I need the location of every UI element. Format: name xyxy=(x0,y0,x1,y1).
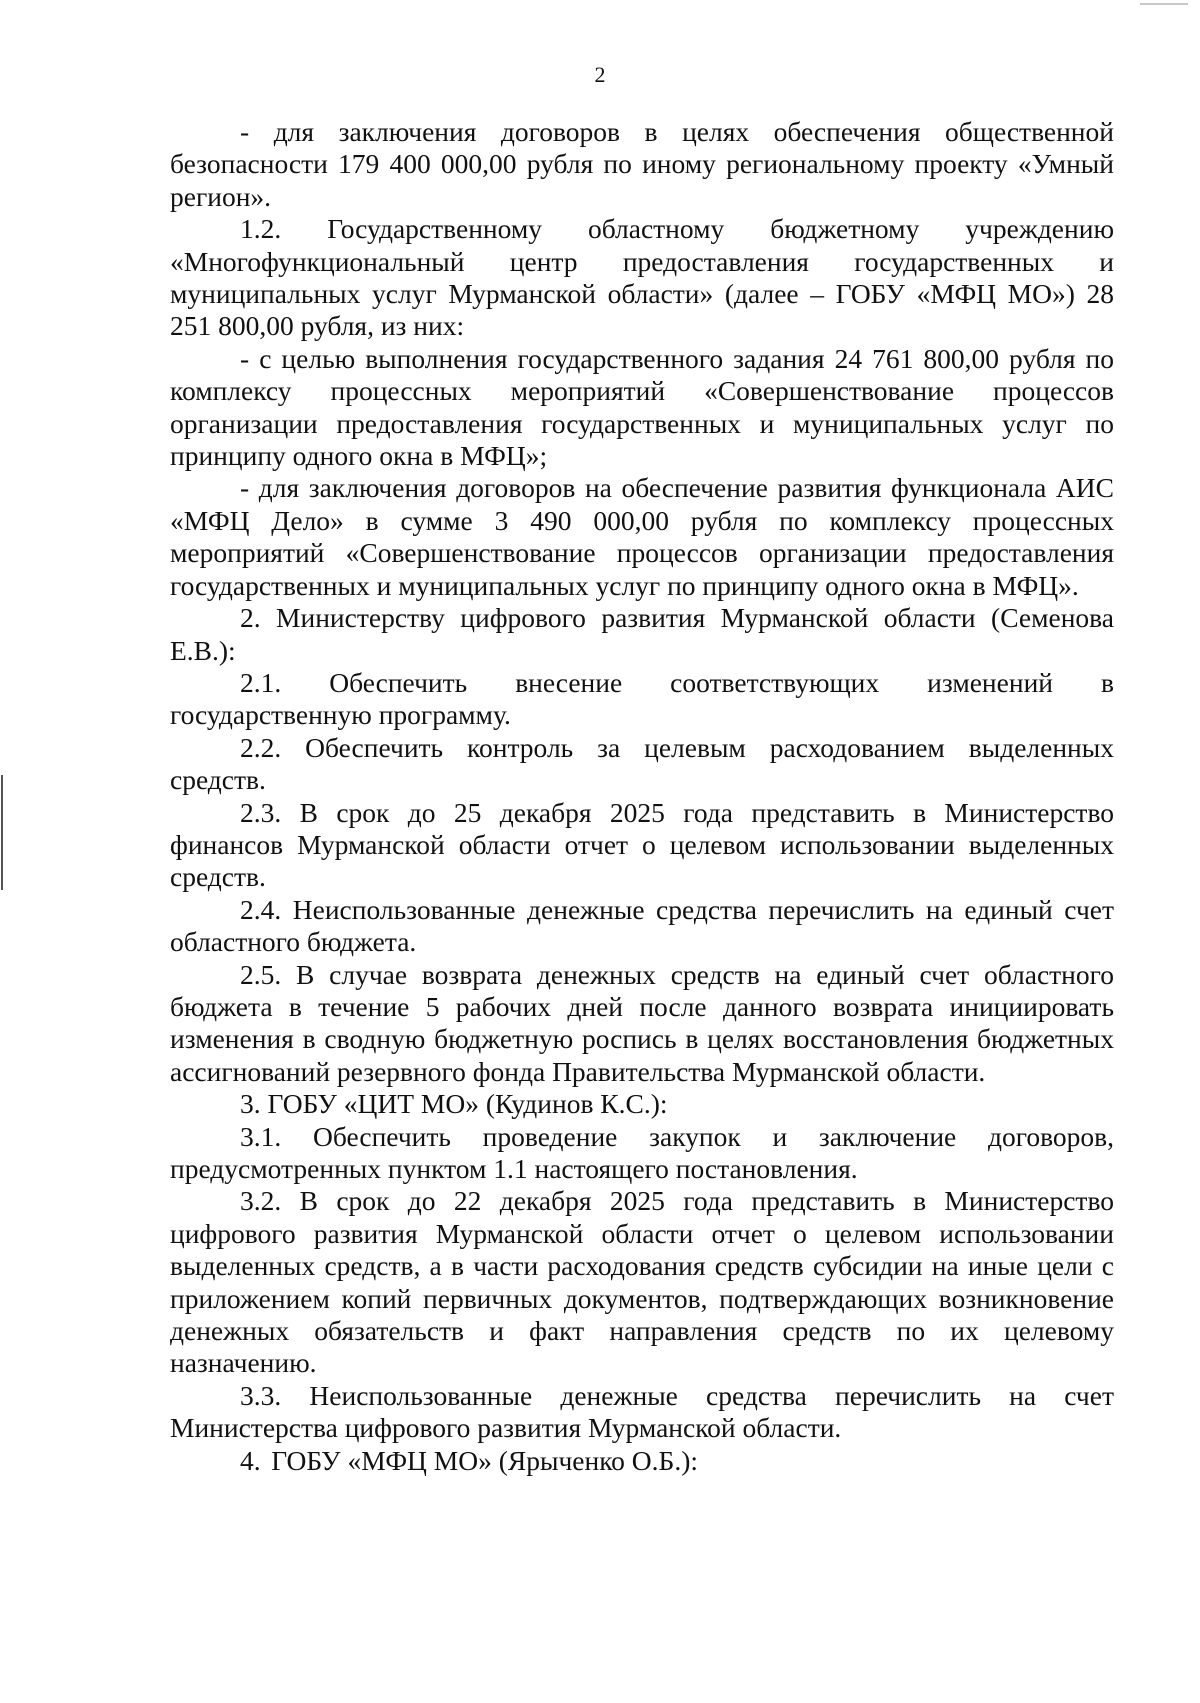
paragraph-public-safety-contracts: - для заключения договоров в целях обеспечения общественной безопасности 179 400 000,00 рубля по иному региональному проекту «Умный регион». xyxy=(170,116,1114,212)
paragraph-state-task: - с целью выполнения государственного задания 24 761 800,00 рубля по комплексу процессных мероприятий «Совершенствование процессов организации предоставления государственных и муниципальных услуг по принципу одного окна в МФЦ»; xyxy=(170,342,1114,472)
paragraph-1-2-mfc-funding: 1.2. Государственному областному бюджетному учреждению «Многофункциональный центр предоставления государственных и муниципальных услуг Мурманской области» (далее – ГОБУ «МФЦ МО») 28 251 800,00 рубля, из них: xyxy=(170,213,1114,342)
paragraph-2-5: 2.5. В случае возврата денежных средств на единый счет областного бюджета в течение 5 рабочих дней после данного возврата инициировать изменения в сводную бюджетную роспись в целях восстановления бюджетных ассигнований резервного фонда Правительства Мурманской области. xyxy=(170,958,1114,1087)
paragraph-3-3: 3.3. Неиспользованные денежные средства перечислить на счет Министерства цифрового развития Мурманской области. xyxy=(170,1379,1114,1444)
paragraph-3-cit: 3. ГОБУ «ЦИТ МО» (Кудинов К.С.): xyxy=(240,1088,668,1120)
item-4-text: ГОБУ «МФЦ МО» (Ярыченко О.Б.): xyxy=(271,1444,698,1476)
page-number: 2 xyxy=(594,62,606,87)
paragraph-2-1: 2.1. Обеспечить внесение соответствующих изменений в государственную программу. xyxy=(170,666,1114,731)
scan-corner-mark xyxy=(1140,3,1188,5)
paragraph-3-1: 3.1. Обеспечить проведение закупок и заключение договоров, предусмотренных пунктом 1.1 настоящего постановления. xyxy=(170,1120,1114,1184)
document-body xyxy=(170,116,1114,1477)
paragraph-2-ministry: 2. Министерству цифрового развития Мурманской области (Семенова Е.В.): xyxy=(170,602,1114,666)
scan-edge-mark xyxy=(1,775,3,890)
paragraph-ais-contracts: - для заключения договоров на обеспечение развития функционала АИС «МФЦ Дело» в сумме 3 490 000,00 рубля по комплексу процессных мероприятий «Совершенствование процессов организации предоставления государственных и муниципальных услуг по принципу одного окна в МФЦ». xyxy=(170,472,1114,601)
item-4-number: 4. xyxy=(240,1444,261,1476)
paragraph-4-mfc xyxy=(170,1445,1114,1477)
paragraph-3-2: 3.2. В срок до 22 декабря 2025 года представить в Министерство цифрового развития Мурманской области отчет о целевом использовании выделенных средств, а в части расходования средств субсидии на иные цели с приложением копий первичных документов, подтверждающих возникновение денежных обязательств и факт направления средств по их целевому назначению. xyxy=(170,1185,1114,1379)
paragraph-2-2: 2.2. Обеспечить контроль за целевым расходованием выделенных средств. xyxy=(170,731,1114,796)
paragraph-2-4: 2.4. Неиспользованные денежные средства перечислить на единый счет областного бюджета. xyxy=(170,893,1114,958)
paragraph-2-3: 2.3. В срок до 25 декабря 2025 года представить в Министерство финансов Мурманской области отчет о целевом использовании выделенных средств. xyxy=(170,796,1114,893)
